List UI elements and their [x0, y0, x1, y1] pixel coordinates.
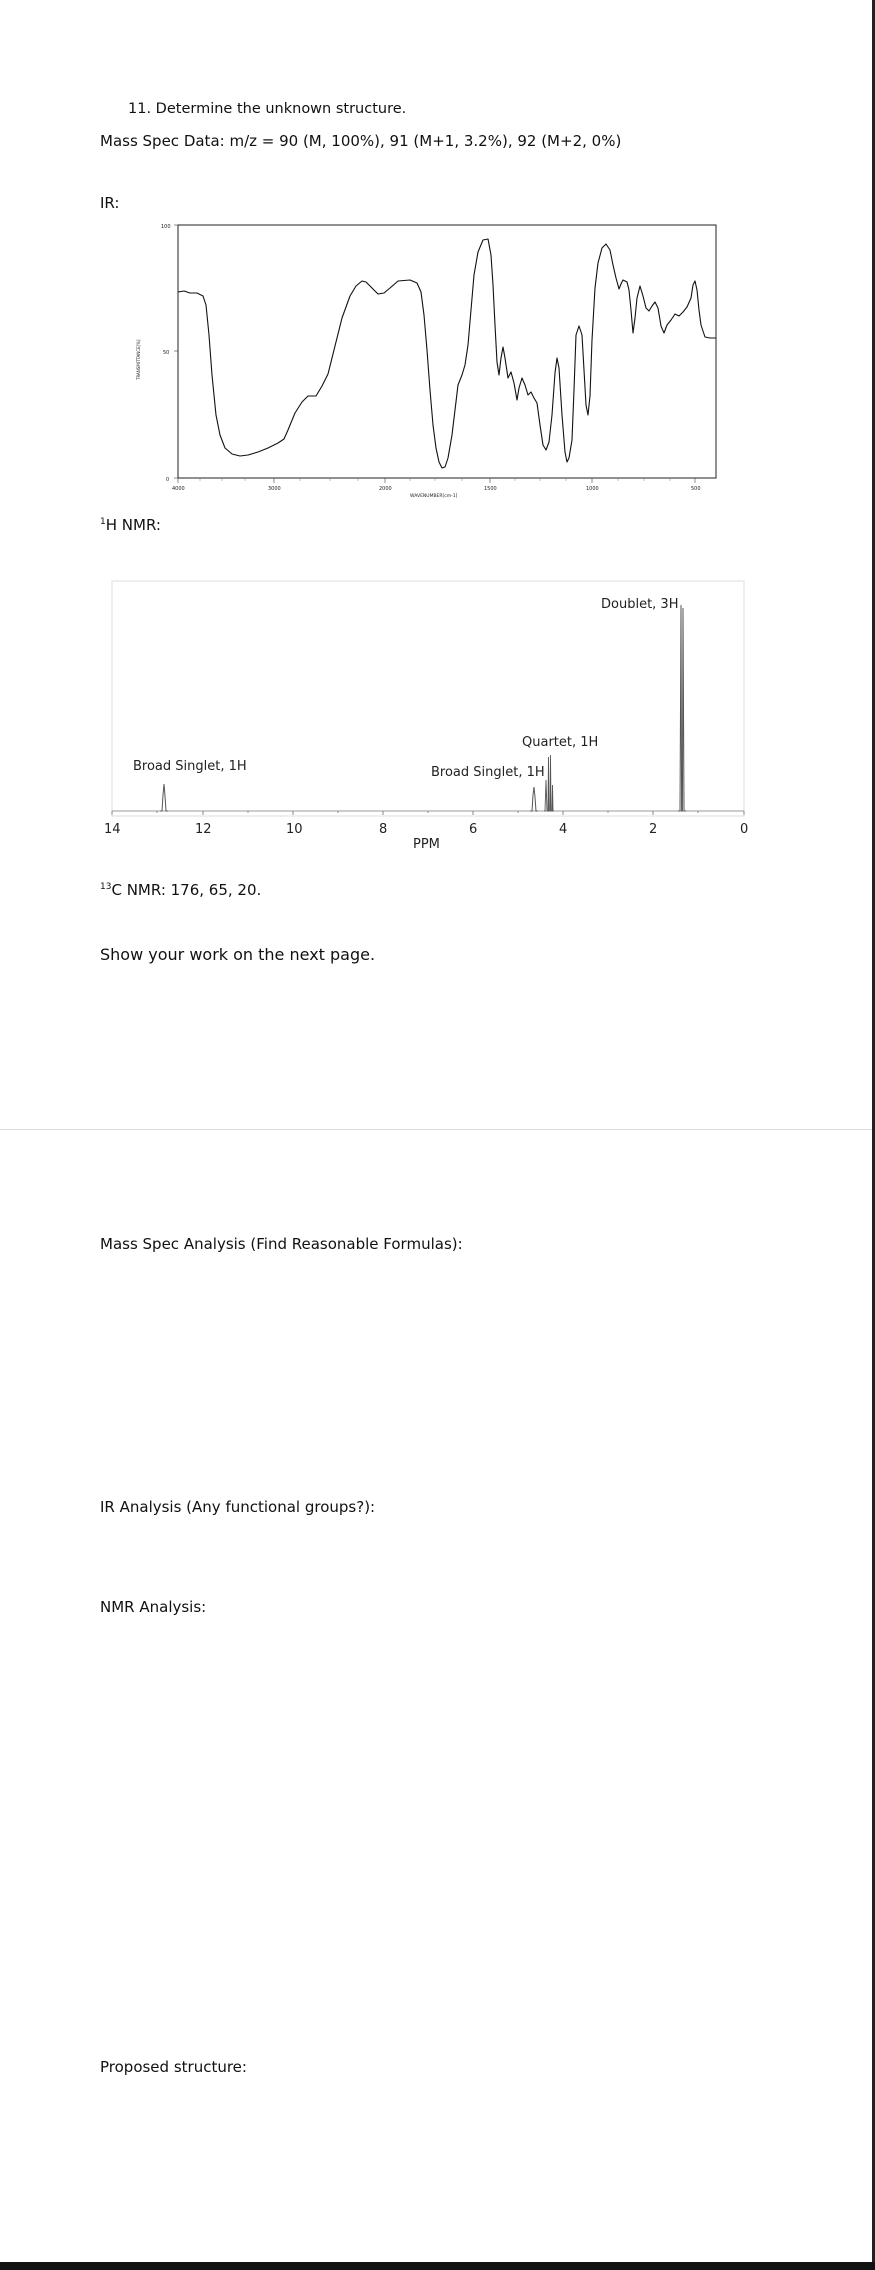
cnmr-data — [100, 881, 261, 899]
ir-label: IR: — [100, 194, 120, 212]
ir-x-tick: 1000 — [586, 486, 599, 492]
ir-y-axis-title: TRANSMITTANCE[%] — [136, 339, 141, 380]
cnmr-text: C NMR: 176, 65, 20. — [111, 881, 262, 899]
ir-analysis-heading: IR Analysis (Any functional groups?): — [100, 1498, 376, 1516]
ir-trace — [178, 239, 716, 468]
hnmr-x-tick: 10 — [286, 822, 303, 837]
hnmr-x-tick: 6 — [469, 822, 478, 837]
hnmr-label-text: H NMR: — [105, 516, 161, 534]
ir-plot-frame — [178, 225, 716, 478]
hnmr-x-tick: 14 — [104, 822, 121, 837]
ir-spectrum — [0, 210, 875, 510]
hnmr-label-doublet: Doublet, 3H — [601, 597, 679, 612]
hnmr-plot-frame — [112, 581, 744, 816]
hnmr-spectrum — [0, 575, 875, 865]
ir-x-tick: 2000 — [379, 486, 392, 492]
ir-x-ticks — [178, 478, 695, 483]
hnmr-x-tick: 2 — [649, 822, 658, 837]
ir-y-tick: 50 — [163, 350, 170, 356]
nmr-analysis-heading: NMR Analysis: — [100, 1598, 207, 1616]
ir-x-axis-title: WAVENUMBER[cm-1] — [410, 494, 458, 499]
ir-x-tick: 4000 — [172, 486, 185, 492]
page-divider — [0, 1129, 872, 1130]
hnmr-label-quartet: Quartet, 1H — [522, 735, 599, 750]
hnmr-superscript: 1 — [100, 517, 106, 527]
show-work-note: Show your work on the next page. — [100, 945, 376, 964]
hnmr-x-axis-title: PPM — [413, 837, 440, 852]
proposed-structure-heading: Proposed structure: — [100, 2058, 247, 2076]
ir-y-ticks — [174, 225, 178, 478]
hnmr-label-broad-singlet-high: Broad Singlet, 1H — [133, 759, 247, 774]
hnmr-x-tick: 0 — [740, 822, 749, 837]
mass-spec-analysis-heading: Mass Spec Analysis (Find Reasonable Formulas): — [100, 1235, 463, 1253]
ir-x-tick: 500 — [691, 486, 701, 492]
question-title: 11. Determine the unknown structure. — [128, 101, 407, 117]
ir-x-tick: 1500 — [484, 486, 497, 492]
cnmr-superscript: 13 — [100, 882, 112, 892]
hnmr-label — [100, 516, 161, 534]
hnmr-x-tick: 4 — [559, 822, 568, 837]
bottom-bar — [0, 2262, 875, 2270]
ir-y-tick: 0 — [166, 477, 170, 483]
hnmr-x-tick: 12 — [195, 822, 212, 837]
mass-spec-data: Mass Spec Data: m/z = 90 (M, 100%), 91 (M+1, 3.2%), 92 (M+2, 0%) — [100, 132, 622, 150]
ir-y-tick: 100 — [161, 224, 171, 230]
ir-x-tick: 3000 — [268, 486, 281, 492]
hnmr-x-tick: 8 — [379, 822, 388, 837]
hnmr-label-broad-singlet-low: Broad Singlet, 1H — [431, 765, 545, 780]
